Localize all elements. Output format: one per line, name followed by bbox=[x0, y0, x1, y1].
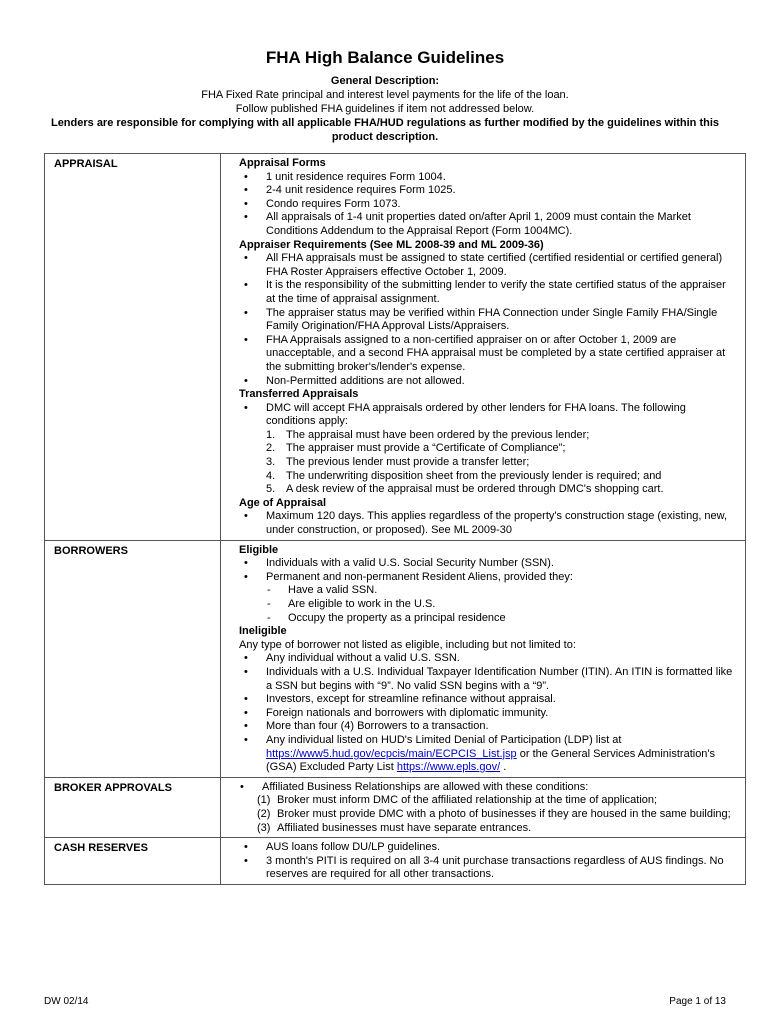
list-text: Broker must inform DMC of the affiliated relationship at the time of application; bbox=[277, 794, 658, 807]
list-item: • Foreign nationals and borrowers with diplomatic immunity. bbox=[239, 707, 735, 721]
list-text: The appraiser must provide a “Certificate of Compliance”; bbox=[286, 442, 566, 455]
ldp-text: Any individual listed on HUD's Limited Denial of Participation (LDP) list at bbox=[266, 733, 622, 746]
list-number: 3. bbox=[266, 456, 276, 469]
resident-alien-conditions bbox=[239, 584, 735, 625]
eligible-heading: Eligible bbox=[239, 543, 279, 556]
list-item: • Condo requires Form 1073. bbox=[239, 198, 735, 212]
list-item: • Any individual without a valid U.S. SSN. bbox=[239, 652, 735, 666]
list-item: • More than four (4) Borrowers to a transaction. bbox=[239, 720, 735, 734]
list-text: The appraisal must have been ordered by the previous lender; bbox=[286, 428, 590, 441]
list-item: - Are eligible to work in the U.S. bbox=[267, 598, 735, 612]
broker-approvals-content bbox=[221, 777, 746, 837]
age-of-appraisal-list bbox=[239, 510, 735, 537]
ldp-list-link[interactable]: https://www5.hud.gov/ecpcis/main/ECPCIS_List.jsp bbox=[266, 747, 517, 760]
list-number: 4. bbox=[266, 469, 276, 482]
list-item: • Individuals with a valid U.S. Social Security Number (SSN). bbox=[239, 557, 735, 571]
cash-reserves-label: CASH RESERVES bbox=[45, 838, 221, 885]
footer-page-number: Page 1 of 13 bbox=[669, 996, 726, 1007]
cash-reserves-row bbox=[45, 838, 746, 885]
transferred-appraisals-heading: Transferred Appraisals bbox=[239, 388, 359, 401]
broker-list bbox=[235, 781, 735, 795]
description-line-2: Follow published FHA guidelines if item not addressed below. bbox=[235, 103, 535, 115]
list-item: • All appraisals of 1-4 unit properties dated on/after April 1, 2009 must contain the Market Conditions Addendum to the Appraisal Report (Form 1004MC). bbox=[239, 211, 735, 238]
list-number: (2) bbox=[257, 807, 271, 820]
age-of-appraisal-heading: Age of Appraisal bbox=[239, 496, 326, 509]
transfer-conditions-list bbox=[239, 429, 735, 497]
list-item: • 3 month's PITI is required on all 3-4 unit purchase transactions regardless of AUS findings. No reserves are required for all other transactions. bbox=[239, 855, 735, 882]
eligible-list bbox=[239, 557, 735, 584]
appraisal-forms-heading: Appraisal Forms bbox=[239, 157, 326, 169]
list-text: Broker must provide DMC with a photo of businesses if they are housed in the same building; bbox=[277, 807, 731, 820]
ineligible-heading: Ineligible bbox=[239, 625, 287, 638]
list-item: • Individuals with a U.S. Individual Taxpayer Identification Number (ITIN). An ITIN is formatted like a SSN but begins with “9”. No valid SSN begins with a “9”. bbox=[239, 666, 735, 693]
borrowers-content bbox=[221, 540, 746, 777]
list-item bbox=[239, 734, 735, 775]
list-item: • It is the responsibility of the submitting lender to verify the state certified status of the appraiser at the time of appraisal assignment. bbox=[239, 279, 735, 306]
list-text: A desk review of the appraisal must be ordered through DMC's shopping cart. bbox=[286, 483, 664, 496]
list-item bbox=[257, 808, 735, 822]
list-item bbox=[266, 456, 735, 470]
list-text: Affiliated businesses must have separate entrances. bbox=[277, 821, 532, 834]
cash-reserves-content bbox=[221, 838, 746, 885]
appraisal-label: APPRAISAL bbox=[45, 154, 221, 541]
list-item bbox=[266, 470, 735, 484]
list-item: • 2-4 unit residence requires Form 1025. bbox=[239, 184, 735, 198]
appraisal-content bbox=[221, 154, 746, 541]
borrowers-row bbox=[45, 540, 746, 777]
list-number: 2. bbox=[266, 442, 276, 455]
epls-link[interactable]: https://www.epls.gov/ bbox=[396, 761, 501, 774]
compliance-note: Lenders are responsible for complying with all applicable FHA/HUD regulations as further modified by the guidelines within this product description. bbox=[50, 117, 720, 143]
description-line-1: FHA Fixed Rate principal and interest level payments for the life of the loan. bbox=[201, 89, 569, 101]
gsa-text: or the General Services Administration's (GSA) Excluded Party List bbox=[266, 747, 716, 774]
list-item bbox=[257, 794, 735, 808]
ldp-suffix: . bbox=[500, 761, 507, 774]
broker-approvals-label: BROKER APPROVALS bbox=[45, 777, 221, 837]
appraiser-requirements-list bbox=[239, 252, 735, 388]
appraisal-forms-list bbox=[239, 171, 735, 239]
appraisal-row bbox=[45, 154, 746, 541]
list-item: • Maximum 120 days. This applies regardless of the property's construction stage (existing, new, under construction, or proposed). See ML 2009-30 bbox=[239, 510, 735, 537]
list-item: • Permanent and non-permanent Resident Aliens, provided they: bbox=[239, 571, 735, 585]
list-number: (3) bbox=[257, 821, 271, 834]
list-item: • Affiliated Business Relationships are allowed with these conditions: bbox=[235, 781, 735, 795]
guidelines-table bbox=[44, 153, 746, 885]
borrowers-label: BORROWERS bbox=[45, 540, 221, 777]
broker-conditions-list bbox=[235, 794, 735, 835]
list-number: (1) bbox=[257, 794, 271, 807]
document-title: FHA High Balance Guidelines bbox=[265, 48, 505, 67]
list-item bbox=[266, 442, 735, 456]
ineligible-list bbox=[239, 652, 735, 774]
list-item: - Have a valid SSN. bbox=[267, 584, 735, 598]
broker-approvals-row bbox=[45, 777, 746, 837]
list-item: - Occupy the property as a principal residence bbox=[267, 612, 735, 626]
list-item: • AUS loans follow DU/LP guidelines. bbox=[239, 841, 735, 855]
list-item bbox=[266, 429, 735, 443]
list-item bbox=[266, 483, 735, 497]
list-item: • Non-Permitted additions are not allowed. bbox=[239, 375, 735, 389]
list-text: The underwriting disposition sheet from the previously lender is required; and bbox=[286, 469, 662, 482]
list-item: • 1 unit residence requires Form 1004. bbox=[239, 171, 735, 185]
description-heading: General Description: bbox=[330, 75, 440, 87]
list-item: • DMC will accept FHA appraisals ordered by other lenders for FHA loans. The following conditions apply: bbox=[239, 402, 735, 429]
list-number: 5. bbox=[266, 483, 276, 496]
appraiser-requirements-heading: Appraiser Requirements (See ML 2008-39 and ML 2009-36) bbox=[239, 238, 544, 251]
ineligible-intro: Any type of borrower not listed as eligible, including but not limited to: bbox=[239, 638, 576, 651]
list-number: 1. bbox=[266, 428, 276, 441]
footer-revision: DW 02/14 bbox=[44, 996, 89, 1007]
list-text: The previous lender must provide a transfer letter; bbox=[286, 456, 530, 469]
list-item: • All FHA appraisals must be assigned to state certified (certified residential or certified general) FHA Roster Appraisers effective October 1, 2009. bbox=[239, 252, 735, 279]
list-item: • The appraiser status may be verified within FHA Connection under Single Family FHA/Single Family Origination/FHA Approval Lists/Appraisers. bbox=[239, 307, 735, 334]
transferred-appraisals-list bbox=[239, 402, 735, 429]
list-item: • Investors, except for streamline refinance without appraisal. bbox=[239, 693, 735, 707]
list-item: • FHA Appraisals assigned to a non-certified appraiser on or after October 1, 2009 are unacceptable, and a second FHA appraisal must be completed by a state certified appraiser at the submitting broker's/lender's expense. bbox=[239, 334, 735, 375]
cash-reserves-list bbox=[239, 841, 735, 882]
list-item bbox=[257, 822, 735, 836]
general-description bbox=[40, 74, 730, 144]
